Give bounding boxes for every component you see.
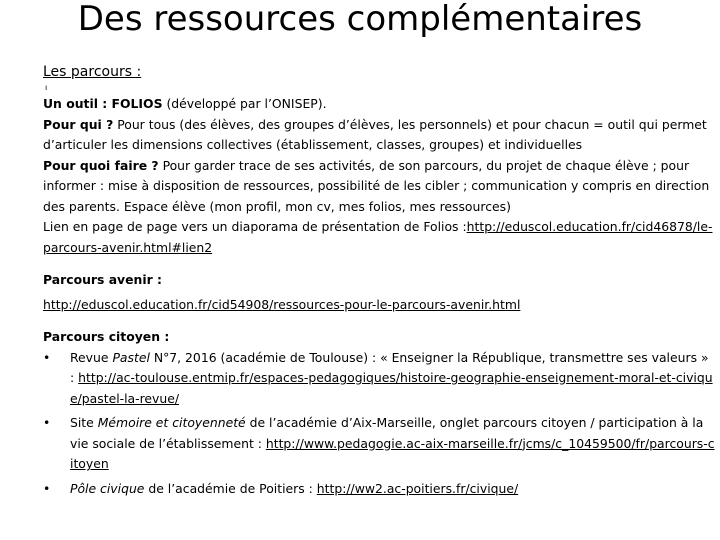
pour-qui-text: Pour tous (des élèves, des groupes d’élèves, les personnels) et pour chacun = outil qui permet d’articuler les dimensions collectives (établissement, classes, groupes) et individuelles	[43, 116, 707, 152]
bullet-icon: •	[43, 415, 51, 430]
main-content	[43, 62, 715, 499]
item3-link[interactable]: http://ww2.ac-poitiers.fr/civique/	[316, 480, 519, 496]
folios-lien-text: Lien en page de page vers un diaporama de présentation de Folios :	[43, 219, 467, 234]
page-title: Des ressources complémentaires	[77, 0, 643, 39]
pour-qui-label: Pour qui ?	[43, 116, 114, 132]
citoyen-item-1	[43, 348, 715, 410]
folios-lien-paragraph	[43, 217, 715, 258]
pour-quoi-text: Pour garder trace de ses activités, de son parcours, du projet de chaque élève ; pour informer : mise à disposition de ressources, possibilité de les cibler ; communication y compris en direction des parents. Espace élève (mon profil, mon cv, mes folios, mes ressources)	[43, 157, 710, 214]
item2-link[interactable]: http://www.pedagogie.ac-aix-marseille.fr/jcms/c_10459500/fr/parcours-citoyen	[70, 435, 715, 471]
avenir-link[interactable]: http://eduscol.education.fr/cid54908/ressources-pour-le-parcours-avenir.html	[43, 296, 521, 312]
bullet-icon: •	[43, 480, 51, 496]
pour-quoi-label: Pour quoi faire ?	[43, 157, 159, 173]
citoyen-item-3	[43, 479, 715, 500]
item1-title: Pastel	[112, 349, 150, 365]
folios-label: Un outil : FOLIOS	[43, 96, 163, 111]
item2-text: de l’académie d’Aix-Marseille, onglet parcours citoyen / participation à la vie sociale de l’établissement :	[70, 415, 704, 451]
item2-pre: Site	[70, 415, 98, 430]
avenir-paragraph	[43, 295, 715, 316]
folios-link[interactable]: http://eduscol.education.fr/cid46878/le-parcours-avenir.html#lien2	[43, 219, 713, 255]
item1-link[interactable]: http://ac-toulouse.entmip.fr/espaces-pedagogiques/histoire-geographie-enseignement-moral-et-civique/pastel-la-revue/	[70, 370, 713, 406]
citoyen-item-2	[43, 413, 715, 475]
item1-pre: Revue	[70, 349, 113, 365]
item2-title: Mémoire et citoyenneté	[97, 415, 246, 430]
citoyen-label: Parcours citoyen :	[43, 329, 170, 344]
item3-title: Pôle civique	[70, 480, 145, 496]
pour-qui-paragraph	[43, 115, 715, 156]
item1-text: N°7, 2016 (académie de Toulouse) : « Enseigner la République, transmettre ses valeurs » :	[70, 349, 709, 385]
tick-mark: ı	[45, 83, 48, 92]
item3-text: de l’académie de Poitiers :	[144, 480, 317, 496]
bullet-icon: •	[43, 349, 51, 365]
section-heading: Les parcours :	[43, 64, 142, 80]
folios-intro	[43, 94, 715, 115]
avenir-label: Parcours avenir :	[43, 272, 162, 287]
folios-desc: (développé par l’ONISEP).	[162, 96, 327, 111]
pour-quoi-paragraph	[43, 156, 715, 218]
